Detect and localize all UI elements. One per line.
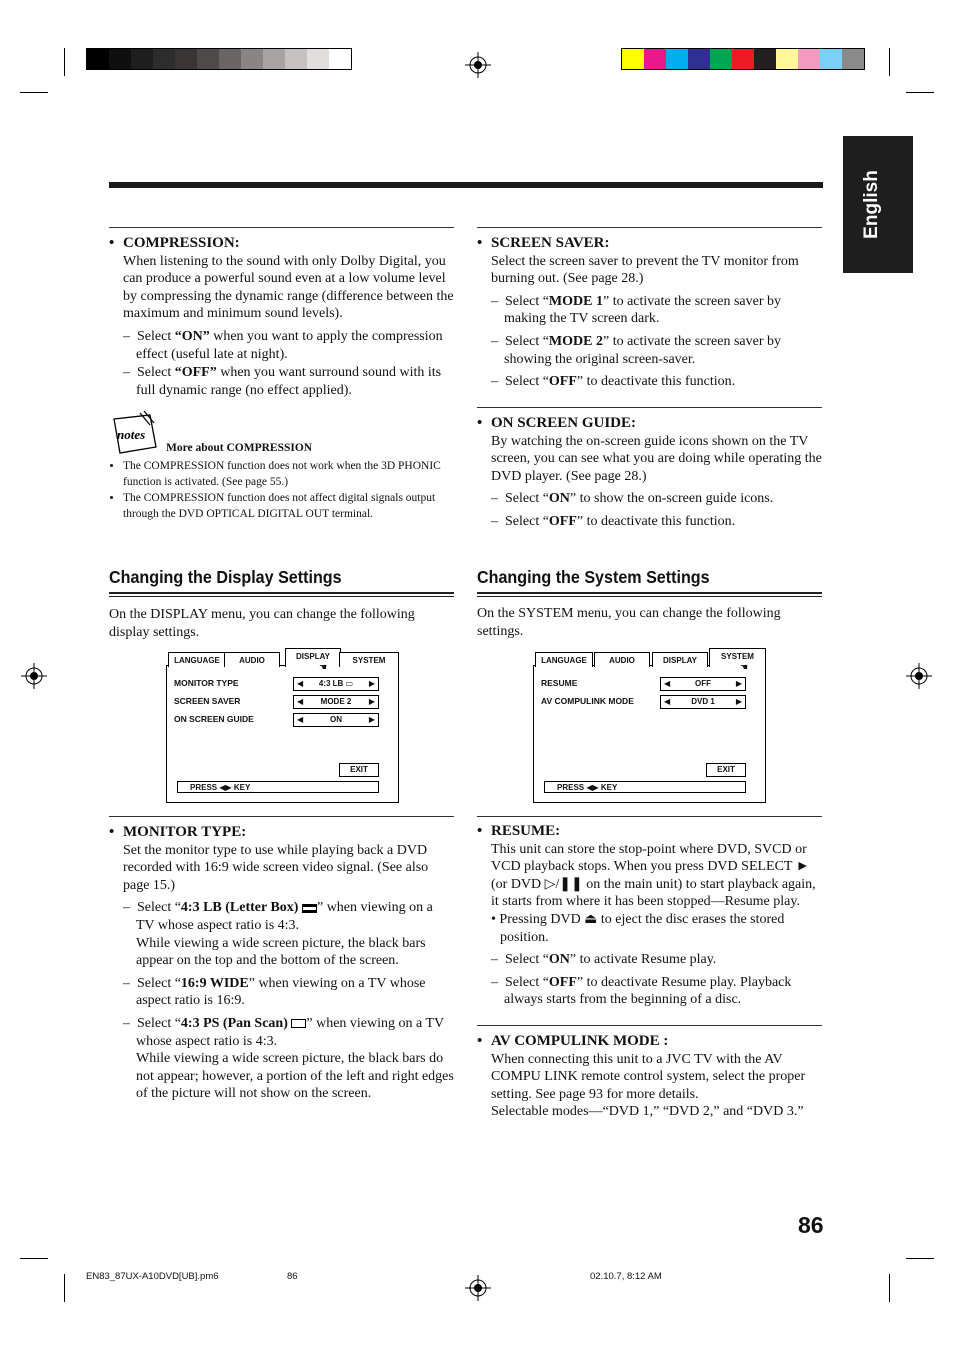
gray-swatch <box>307 49 329 69</box>
system-intro: On the SYSTEM menu, you can change the following settings. <box>477 606 781 639</box>
color-swatch <box>688 49 710 69</box>
footer-timestamp: 02.10.7, 8:12 AM <box>590 1271 662 1282</box>
screen-saver-block: • SCREEN SAVER: Select the screen saver to prevent the TV monitor from burning out. (See page 28.) – Select “MODE 1” to activate the screen saver by making the TV screen dark. – Select “MODE 2” to activate the screen saver by showing the original screen-saver. – Select “OFF” to deactivate this function. <box>477 235 822 391</box>
on-screen-guide-body: By watching the on-screen guide icons shown on the TV screen, you can see what you are doing while operating the DVD player. (See page 28.) <box>491 433 822 484</box>
registration-mark-icon <box>21 663 47 689</box>
gray-swatch <box>87 49 109 69</box>
menu-label-on-screen-guide: ON SCREEN GUIDE <box>174 714 254 724</box>
color-swatch-bar <box>621 48 865 70</box>
tab-display[interactable]: DISPLAY <box>285 648 341 667</box>
monitor-type-selector[interactable]: ◀ 4:3 LB ▭ ▶ <box>293 677 379 691</box>
divider <box>477 407 822 408</box>
av-compulink-modes: Selectable modes—“DVD 1,” “DVD 2,” and “DVD 3.” <box>491 1104 804 1120</box>
menu-label-av-compulink: AV COMPULINK MODE <box>541 696 634 706</box>
color-swatch <box>842 49 864 69</box>
screen-saver-body: Select the screen saver to prevent the TV monitor from burning out. (See page 28.) <box>491 253 799 287</box>
system-menu-panel <box>533 652 766 803</box>
page-number: 86 <box>798 1212 824 1238</box>
av-compulink-selector[interactable]: ◀ DVD 1 ▶ <box>660 695 746 709</box>
on-screen-guide-block: • ON SCREEN GUIDE: By watching the on-screen guide icons shown on the TV screen, you can see what you are doing while operating the DVD player. (See page 28.) – Select “ON” to show the on-screen guide icons. – Select “OFF” to deactivate this function. <box>477 415 822 529</box>
tab-language[interactable]: LANGUAGE <box>535 652 593 667</box>
screen-saver-mode2: – Select “MODE 2” to activate the screen saver by showing the original screen-saver. <box>491 333 782 367</box>
registration-mark-icon <box>465 52 491 78</box>
monitor-type-wide: – Select “16:9 WIDE” when viewing on a TV whose aspect ratio is 16:9. <box>123 975 426 1009</box>
cursor-hand-icon: ☚ <box>319 662 328 672</box>
gray-swatch <box>241 49 263 69</box>
notes-title: More about COMPRESSION <box>166 442 313 454</box>
compression-block: • COMPRESSION: When listening to the sound with only Dolby Digital, you can produce a powerful sound even at a low volume level by compressing the dynamic range (difference between the maximum and minimum sound levels). – Select “ON” when you want to apply the compression effect (useful late at night). – Select “OFF” when you want surround sound with its full dynamic range (no effect applied). <box>109 235 454 398</box>
gray-swatch <box>329 49 351 69</box>
on-screen-guide-selector[interactable]: ◀ ON ▶ <box>293 713 379 727</box>
gray-swatch <box>153 49 175 69</box>
monitor-type-block: • MONITOR TYPE: Set the monitor type to use while playing back a DVD recorded with 16:9 wide screen video signal. (See also page 15.) – Select “4:3 LB (Letter Box) ” when viewing on a TV whose aspect ratio is 4:3. While viewing a wide screen picture, the black bars appear on the top and the bottom of the screen. – Select “16:9 WIDE” when viewing on a TV whose aspect ratio is 16:9. – Select “4:3 PS (Pan Scan) ” when viewing on a TV whose aspect ratio is 4:3. While viewing a wide screen picture, the black bars do not appear; however, a portion of the left and right edges of the picture will not show on the screen. <box>109 824 454 1102</box>
crop-mark <box>20 1258 48 1259</box>
color-swatch <box>666 49 688 69</box>
color-swatch <box>644 49 666 69</box>
tab-display[interactable]: DISPLAY <box>652 652 708 667</box>
on-screen-guide-heading: ON SCREEN GUIDE: <box>491 415 637 431</box>
notes-item: • The COMPRESSION function does not affect digital signals output through the DVD OPTICAL DIGITAL OUT terminal. <box>123 490 454 522</box>
resume-on: – Select “ON” to activate Resume play. <box>491 952 717 968</box>
compression-body: When listening to the sound with only Dolby Digital, you can produce a powerful sound even at a low volume level by compressing the dynamic range (difference between the maximum and minimum sound levels). <box>123 253 454 322</box>
resume-body: This unit can store the stop-point where DVD, SVCD or VCD playback stops. When you press DVD SELECT ► (or DVD ▷/❚❚ on the main unit) to start playback again, it starts from where it has been stopped—Resume play. <box>491 841 816 910</box>
tab-language[interactable]: LANGUAGE <box>168 652 226 667</box>
menu-label-resume: RESUME <box>541 678 578 688</box>
cursor-hand-icon: ☚ <box>740 662 749 672</box>
menu-label-screen-saver: SCREEN SAVER <box>174 696 241 706</box>
monitor-type-lb: – Select “4:3 LB (Letter Box) ” when viewing on a TV whose aspect ratio is 4:3. While viewing a wide screen picture, the black bars appear on the top and the bottom of the screen. <box>123 900 433 969</box>
section-rule <box>109 592 454 594</box>
monitor-type-body: Set the monitor type to use while playing back a DVD recorded with 16:9 wide screen video signal. (See also page 15.) <box>123 842 429 893</box>
resume-block: • RESUME: This unit can store the stop-point where DVD, SVCD or VCD playback stops. When you press DVD SELECT ► (or DVD ▷/❚❚ on the main unit) to start playback again, it starts from where it has been stopped—Resume play. • Pressing DVD ⏏ to eject the disc erases the stored position. – Select “ON” to activate Resume play. – Select “OFF” to deactivate Resume play. Playback always starts from the beginning of a disc. <box>477 823 822 1009</box>
color-swatch <box>776 49 798 69</box>
color-swatch <box>820 49 842 69</box>
display-menu-panel <box>166 652 399 803</box>
exit-button[interactable]: EXIT <box>706 763 746 777</box>
display-intro: On the DISPLAY menu, you can change the following display settings. <box>109 607 415 640</box>
language-tab-label: English <box>861 170 882 239</box>
divider <box>477 816 822 817</box>
crop-mark <box>20 92 48 93</box>
screen-saver-off: – Select “OFF” to deactivate this function. <box>491 374 736 390</box>
divider <box>109 816 454 817</box>
notes-item: • The COMPRESSION function does not work when the 3D PHONIC function is activated. (See page 55.) <box>123 458 454 490</box>
divider <box>477 227 822 228</box>
compression-off: – Select “OFF” when you want surround sound with its full dynamic range (no effect applied). <box>123 365 442 398</box>
compression-on: – Select “ON” when you want to apply the compression effect (useful late at night). <box>123 328 443 362</box>
screen-saver-selector[interactable]: ◀ MODE 2 ▶ <box>293 695 379 709</box>
av-compulink-block: • AV COMPULINK MODE : When connecting this unit to a JVC TV with the AV COMPU LINK remote control system, select the proper setting. See page 93 for more details. Selectable modes—“DVD 1,” “DVD 2,” and “DVD 3.” <box>477 1033 822 1121</box>
resume-note: • Pressing DVD ⏏ to eject the disc erases the stored position. <box>491 911 785 945</box>
grayscale-swatch-bar <box>86 48 352 70</box>
press-key-hint: PRESS ◀▶ KEY <box>177 781 379 793</box>
gray-swatch <box>219 49 241 69</box>
registration-mark-icon <box>465 1275 491 1301</box>
header-rule <box>109 182 823 188</box>
display-section-title: Changing the Display Settings <box>109 567 342 587</box>
press-key-hint: PRESS ◀▶ KEY <box>544 781 746 793</box>
screen-saver-heading: SCREEN SAVER: <box>491 235 610 251</box>
gray-swatch <box>175 49 197 69</box>
on-screen-guide-on: – Select “ON” to show the on-screen guide icons. <box>491 491 774 507</box>
section-rule <box>477 596 822 597</box>
color-swatch <box>732 49 754 69</box>
monitor-type-ps: – Select “4:3 PS (Pan Scan) ” when viewing on a TV whose aspect ratio is 4:3. While viewing a wide screen picture, the black bars do not appear; however, a portion of the left and right edges of the picture will not show on the screen. <box>123 1015 454 1102</box>
crop-mark <box>906 92 934 93</box>
crop-mark <box>889 1274 890 1302</box>
resume-off: – Select “OFF” to deactivate Resume play. Playback always starts from the beginning of a disc. <box>491 974 792 1008</box>
section-rule <box>109 596 454 597</box>
av-compulink-body: When connecting this unit to a JVC TV with the AV COMPU LINK remote control system, select the proper setting. See page 93 for more details. <box>491 1051 806 1102</box>
gray-swatch <box>197 49 219 69</box>
screen-saver-mode1: – Select “MODE 1” to activate the screen saver by making the TV screen dark. <box>491 293 782 327</box>
resume-selector[interactable]: ◀ OFF ▶ <box>660 677 746 691</box>
tab-system[interactable]: SYSTEM <box>339 652 399 667</box>
section-rule <box>477 592 822 594</box>
gray-swatch <box>285 49 307 69</box>
compression-heading: COMPRESSION: <box>123 235 240 251</box>
footer-page: 86 <box>287 1271 298 1282</box>
color-swatch <box>798 49 820 69</box>
notes-block <box>109 440 454 522</box>
monitor-type-heading: MONITOR TYPE: <box>123 824 247 840</box>
crop-mark <box>64 1274 65 1302</box>
on-screen-guide-off: – Select “OFF” to deactivate this function. <box>491 513 736 529</box>
color-swatch <box>622 49 644 69</box>
system-section-title: Changing the System Settings <box>477 567 710 587</box>
gray-swatch <box>263 49 285 69</box>
crop-mark <box>64 48 65 76</box>
tab-audio[interactable]: AUDIO <box>594 652 650 667</box>
letterbox-icon <box>302 904 317 913</box>
divider <box>477 1025 822 1026</box>
gray-swatch <box>109 49 131 69</box>
panscan-icon <box>291 1019 306 1028</box>
color-swatch <box>754 49 776 69</box>
tab-system[interactable]: SYSTEM <box>709 648 766 667</box>
av-compulink-heading: AV COMPULINK MODE : <box>491 1033 669 1049</box>
crop-mark <box>906 1258 934 1259</box>
gray-swatch <box>131 49 153 69</box>
footer-file: EN83_87UX-A10DVD[UB].pm6 <box>86 1271 219 1282</box>
color-swatch <box>710 49 732 69</box>
menu-label-monitor-type: MONITOR TYPE <box>174 678 239 688</box>
svg-text:notes: notes <box>117 427 146 442</box>
exit-button[interactable]: EXIT <box>339 763 379 777</box>
resume-heading: RESUME: <box>491 823 561 839</box>
crop-mark <box>889 48 890 76</box>
tab-audio[interactable]: AUDIO <box>224 652 280 667</box>
divider <box>109 227 454 228</box>
language-tab <box>843 136 913 273</box>
registration-mark-icon <box>906 663 932 689</box>
